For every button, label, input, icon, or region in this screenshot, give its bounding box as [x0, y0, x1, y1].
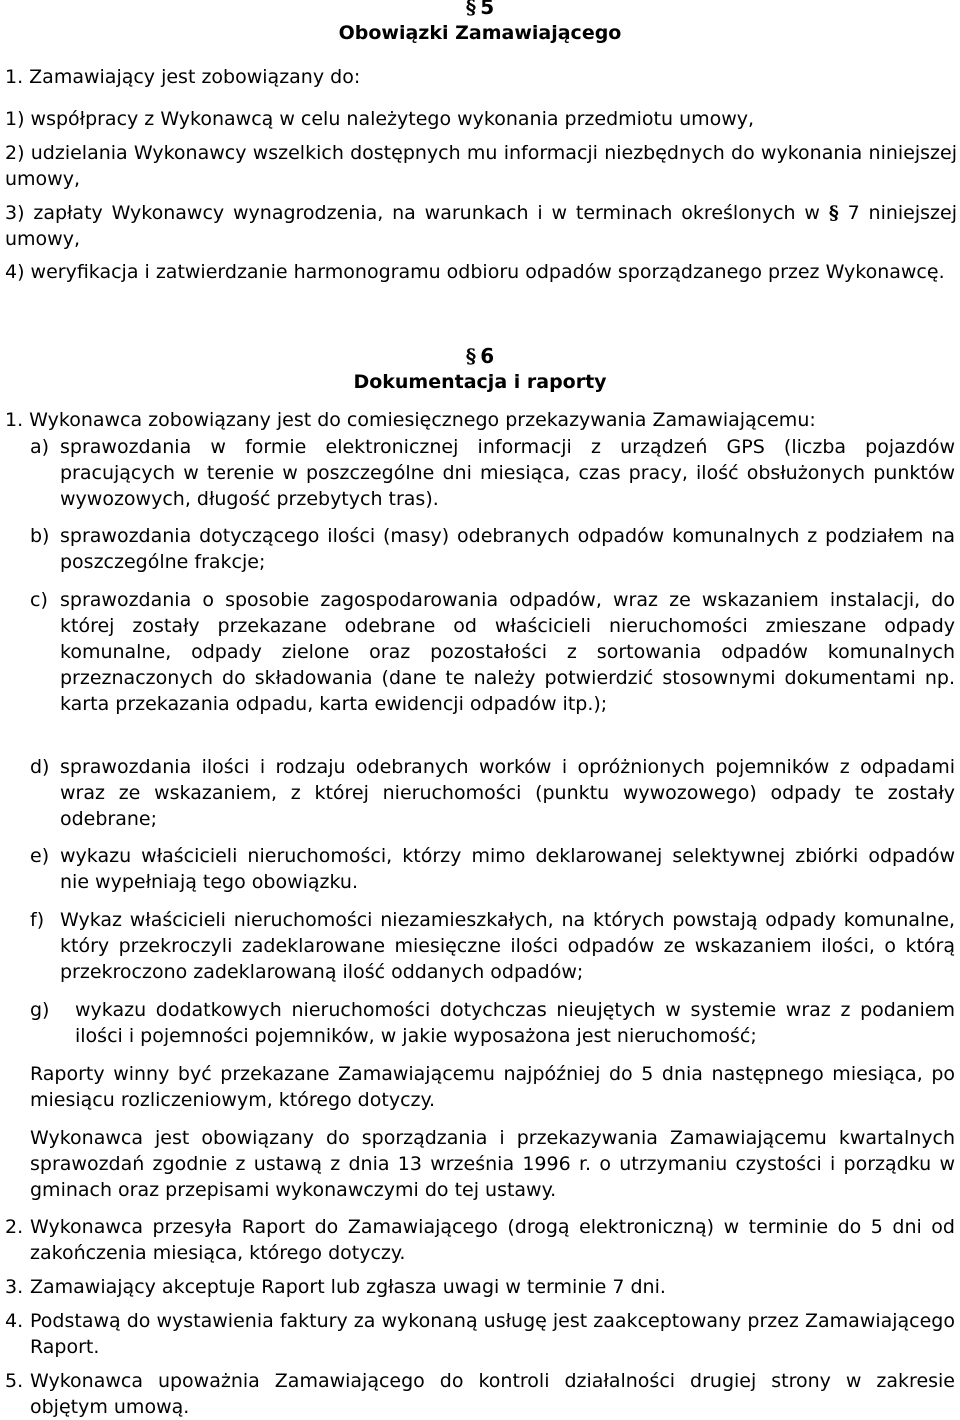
numbered-label-5: 5. [5, 1370, 24, 1392]
section-6-title: Dokumentacja i raporty [353, 371, 607, 393]
section-5-item-3 [5, 200, 957, 252]
section-5-item-3-text-b: 7 niniejszej umowy, [5, 202, 957, 250]
section-5-number: § 5 [430, 0, 530, 18]
section-6-number: § 6 [465, 344, 495, 368]
numbered-label-2: 2. [5, 1216, 24, 1238]
list-item-d: sprawozdania ilości i rodzaju odebranych worków i opróżnionych pojemników z odpadami wraz ze wskazaniem, z której nieruchomości (punktu wywozowego) odpady te zostały odebrane; [60, 756, 955, 830]
list-item-c: sprawozdania o sposobie zagospodarowania odpadów, wraz ze wskazaniem instalacji, do której zostały przekazane odebrane od właścicieli nieruchomości zmieszane odpady komunalne, odpady zielone oraz pozostałości z sortowania odpadów komunalnych przeznaczonych do składowania (dane te należy potwierdzić stosownymi dokumentami np. karta przekazania odpadu, karta ewidencji odpadów itp.); [60, 589, 955, 715]
section-5-item-2: 2) udzielania Wykonawcy wszelkich dostępnych mu informacji niezbędnych do wykonania niniejszej umowy, [5, 142, 957, 190]
section-sign-icon: § [465, 0, 477, 19]
numbered-label-3: 3. [5, 1276, 24, 1298]
list-item-g: wykazu dodatkowych nieruchomości dotychczas nieujętych w systemie wraz z podaniem ilości i pojemności pojemników, w jakie wyposażona jest nieruchomość; [75, 999, 955, 1047]
list-label-a: a) [30, 436, 50, 458]
numbered-item-4: Podstawą do wystawienia faktury za wykonaną usługę jest zaakceptowany przez Zamawiającego Raport. [30, 1310, 955, 1358]
paragraph-reports-deadline: Raporty winny być przekazane Zamawiającemu najpóźniej do 5 dnia następnego miesiąca, po miesiącu rozliczeniowym, którego dotyczy. [30, 1063, 955, 1111]
numbered-item-5: Wykonawca upoważnia Zamawiającego do kontroli działalności drugiej strony w zakresie objętym umową. [30, 1370, 955, 1418]
list-label-d: d) [30, 756, 50, 778]
list-label-f: f) [30, 909, 45, 931]
list-label-g: g) [30, 999, 50, 1021]
numbered-label-4: 4. [5, 1310, 24, 1332]
list-item-f: Wykaz właścicieli nieruchomości niezamieszkałych, na których powstają odpady komunalne, który przekroczyli zadeklarowane miesięczne ilości odpadów ze wskazaniem ilości, o którą przekroczono zadeklarowaną ilość oddanych odpadów; [60, 909, 955, 983]
numbered-item-2: Wykonawca przesyła Raport do Zamawiającego (drogą elektroniczną) w terminie do 5 dni od zakończenia miesiąca, którego dotyczy. [30, 1216, 955, 1264]
section-sign-icon: § [465, 344, 477, 368]
section-5-item-3-text-a: 3) zapłaty Wykonawcy wynagrodzenia, na warunkach i w terminach określonych w [5, 202, 820, 224]
section-6-point-1-intro: 1. Wykonawca zobowiązany jest do comiesięcznego przekazywania Zamawiającemu: [5, 409, 816, 431]
section-5-item-4: 4) weryfikacja i zatwierdzanie harmonogramu odbioru odpadów sporządzanego przez Wykonawcę. [5, 261, 945, 283]
numbered-item-3: Zamawiający akceptuje Raport lub zgłasza uwagi w terminie 7 dni. [30, 1276, 666, 1298]
list-label-e: e) [30, 845, 50, 867]
list-label-b: b) [30, 525, 50, 547]
section-5-intro: 1. Zamawiający jest zobowiązany do: [5, 66, 361, 88]
list-item-e: wykazu właścicieli nieruchomości, którzy mimo deklarowanej selektywnej zbiórki odpadów nie wypełniają tego obowiązku. [60, 845, 955, 893]
list-item-a: sprawozdania w formie elektronicznej informacji z urządzeń GPS (liczba pojazdów pracujących w terenie w poszczególne dni miesiąca, czas pracy, ilość obsłużonych punktów wywozowych, długość przebytych tras). [60, 436, 955, 510]
list-label-c: c) [30, 589, 48, 611]
list-item-b: sprawozdania dotyczącego ilości (masy) odebranych odpadów komunalnych z podziałem na poszczególne frakcje; [60, 525, 955, 573]
section-5-item-1: 1) współpracy z Wykonawcą w celu należytego wykonania przedmiotu umowy, [5, 108, 755, 130]
section-5-title: Obowiązki Zamawiającego [338, 22, 622, 44]
paragraph-quarterly-reports: Wykonawca jest obowiązany do sporządzania i przekazywania Zamawiającemu kwartalnych sprawozdań zgodnie z ustawą z dnia 13 września 1996 r. o utrzymaniu czystości i porządku w gminach oraz przepisami wykonawczymi do tej ustawy. [30, 1127, 955, 1201]
section-sign-icon: § [828, 202, 839, 224]
